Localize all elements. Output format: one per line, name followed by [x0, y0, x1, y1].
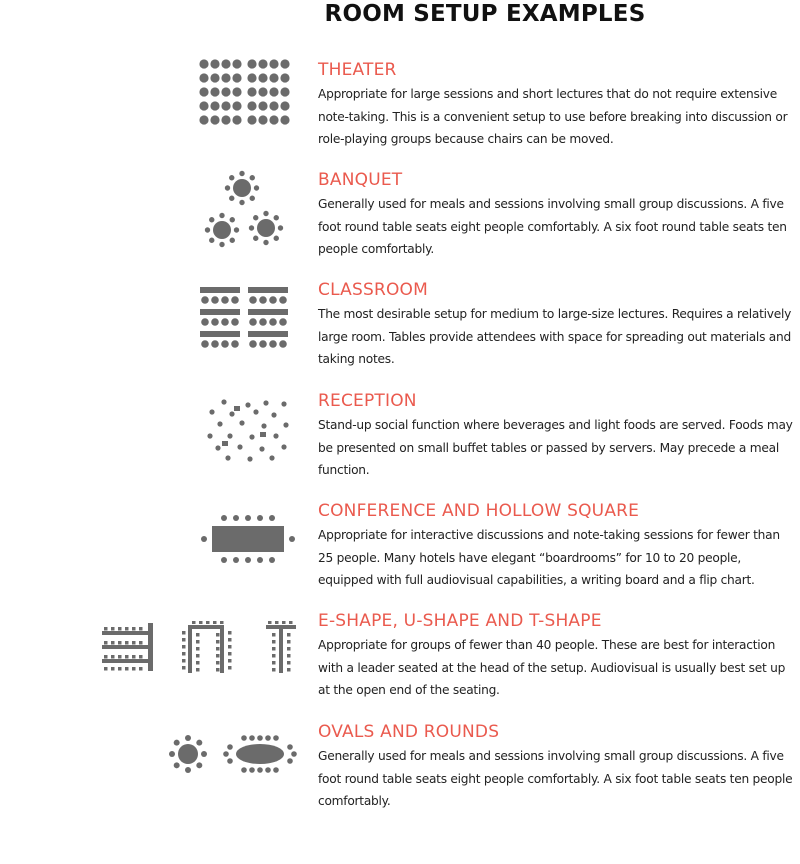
- section-body: Stand-up social function where beverages and light foods are served. Foods may be presented on small buffet tables or passed by servers. May precede a meal function.: [318, 418, 793, 477]
- section-body: Generally used for meals and sessions involving small group discussions. A five foot round table seats eight people comfortably. A six foot round table seats ten people comfortably.: [318, 197, 787, 256]
- section-title: CLASSROOM: [318, 280, 428, 300]
- section-e-u-t-shape: [318, 610, 796, 702]
- reception-icon: [204, 396, 294, 466]
- section-title: E-SHAPE, U-SHAPE AND T-SHAPE: [318, 611, 602, 631]
- ovals-rounds-icon: [164, 729, 298, 779]
- classroom-tables-icon: [198, 287, 292, 357]
- banquet-rounds-icon: [198, 170, 290, 252]
- conference-table-icon: [200, 512, 296, 568]
- section-title: CONFERENCE AND HOLLOW SQUARE: [318, 501, 640, 521]
- section-body: Appropriate for large sessions and short lectures that do not require extensive note-taking. This is a convenient setup to use before breaking into discussion or role-playing groups because chairs can be moved.: [318, 87, 788, 146]
- section-title: OVALS AND ROUNDS: [318, 722, 500, 742]
- section-theater: [318, 59, 796, 151]
- section-body: Appropriate for interactive discussions and note-taking sessions for fewer than 25 people. Many hotels have elegant “boardrooms” for 10 to 20 people, equipped with full audiovisual capabilities, a writing board and a flip chart.: [318, 528, 780, 587]
- section-title: THEATER: [318, 60, 397, 80]
- section-conference: [318, 500, 796, 592]
- theater-seating-icon: [196, 58, 292, 130]
- section-body: Appropriate for groups of fewer than 40 people. These are best for interaction with a leader seated at the head of the setup. Audiovisual is usually best set up at the open end of the seating.: [318, 638, 786, 697]
- section-title: RECEPTION: [318, 391, 417, 411]
- section-body: Generally used for meals and sessions involving small group discussions. A five foot round table seats eight people comfortably. A six foot table seats ten people comfortably.: [318, 749, 793, 808]
- section-reception: [318, 390, 796, 482]
- section-ovals-rounds: [318, 721, 796, 813]
- section-title: BANQUET: [318, 170, 403, 190]
- e-u-t-shape-icon: [98, 621, 300, 677]
- section-body: The most desirable setup for medium to large-size lectures. Requires a relatively large room. Tables provide attendees with space for spreading out materials and taking notes.: [318, 307, 792, 366]
- section-classroom: [318, 279, 796, 371]
- page-title: ROOM SETUP EXAMPLES: [324, 1, 646, 27]
- section-banquet: [318, 169, 796, 261]
